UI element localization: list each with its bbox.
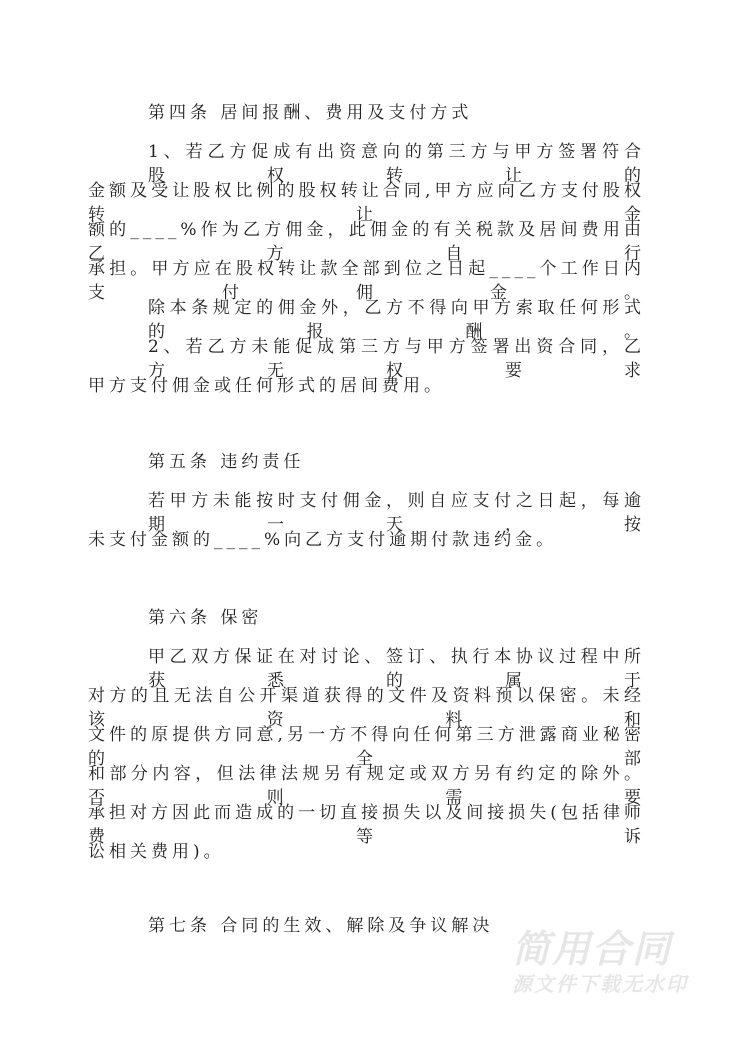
- paragraph-line: 承担。甲方应在股权转让款全部到位之日起____个工作日内支付佣金。: [88, 259, 645, 303]
- article-5-heading: 第五条 违约责任: [148, 452, 305, 472]
- watermark-tagline: 源文件下载无水印: [512, 972, 688, 996]
- paragraph-line: 1、若乙方促成有出资意向的第三方与甲方签署符合股权转让的: [148, 142, 645, 186]
- paragraph-line: 金额及受让股权比例的股权转让合同,甲方应向乙方支付股权转让金: [88, 181, 645, 225]
- paragraph-line: 文件的原提供方同意,另一方不得向任何第三方泄露商业秘密的全部: [88, 725, 645, 769]
- paragraph-line: 未支付金额的____%向乙方支付逾期付款违约金。: [88, 530, 558, 550]
- watermark-brand: 简用合同: [512, 927, 673, 971]
- paragraph-line: 对方的且无法自公开渠道获得的文件及资料预以保密。未经该资料和: [88, 686, 645, 730]
- paragraph-line: 若甲方未能按时支付佣金，则自应支付之日起，每逾期一天，按: [148, 491, 645, 535]
- paragraph-line: 和部分内容，但法律法规另有规定或双方另有约定的除外。否则需要: [88, 764, 645, 808]
- paragraph-line: 2、若乙方未能促成第三方与甲方签署出资合同，乙方无权要求: [148, 337, 645, 381]
- paragraph-line: 额的____%作为乙方佣金，此佣金的有关税款及居间费用由乙方自行: [88, 220, 645, 264]
- paragraph-line: 除本条规定的佣金外，乙方不得向甲方索取任何形式的报酬。: [148, 298, 645, 342]
- article-6-heading: 第六条 保密: [148, 608, 263, 628]
- paragraph-line: 承担对方因此而造成的一切直接损失以及间接损失(包括律师费等诉: [88, 803, 645, 847]
- paragraph-line: 甲乙双方保证在对讨论、签订、执行本协议过程中所获悉的属于: [148, 647, 645, 691]
- paragraph-line: 甲方支付佣金或任何形式的居间费用。: [88, 376, 445, 396]
- article-7-heading: 第七条 合同的生效、解除及争议解决: [148, 916, 494, 936]
- article-4-heading: 第四条 居间报酬、费用及支付方式: [148, 103, 473, 123]
- paragraph-line: 讼相关费用)。: [88, 842, 225, 862]
